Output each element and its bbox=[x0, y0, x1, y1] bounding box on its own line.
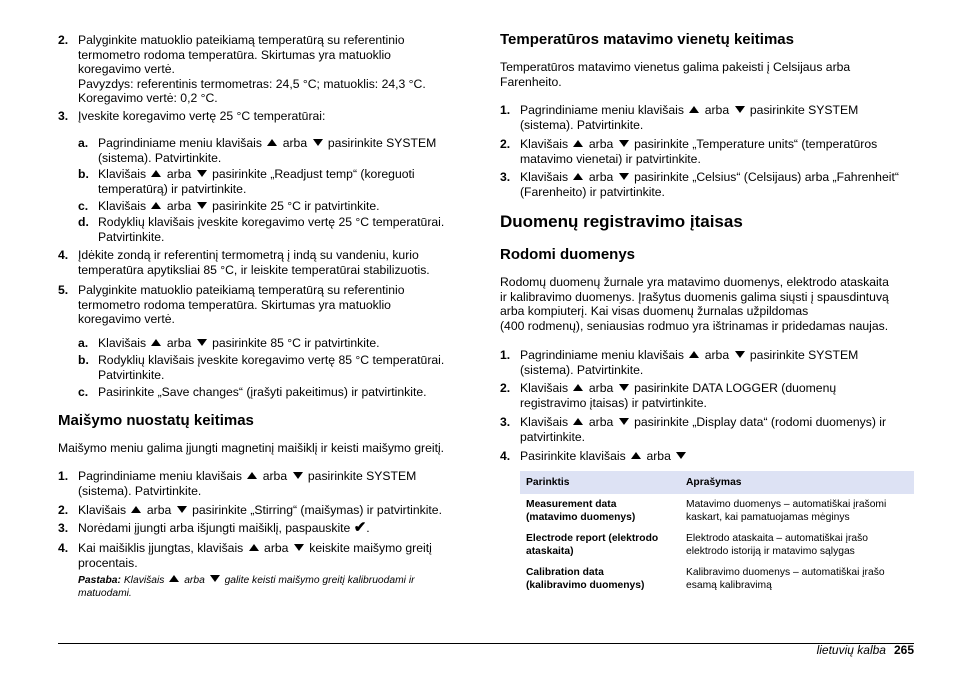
substep-text: Klavišais bbox=[98, 336, 147, 350]
stirring-paragraph: Maišymo meniu galima įjungti magnetinį maišiklį ir keisti maišymo greitį. bbox=[58, 441, 445, 455]
cell-line: ataskaita) bbox=[526, 546, 574, 557]
up-arrow-icon bbox=[573, 140, 583, 147]
note bbox=[78, 574, 470, 600]
step-number: 3. bbox=[58, 521, 69, 535]
step-text: Klavišais bbox=[78, 503, 127, 517]
step-text: matavimo vienetai) ir patvirtinkite. bbox=[520, 151, 701, 166]
up-arrow-icon bbox=[169, 575, 179, 582]
up-arrow-icon bbox=[689, 106, 699, 113]
substep-text: Rodyklių klavišais įveskite koregavimo vertę 85 °C temperatūrai. bbox=[98, 353, 445, 367]
up-arrow-icon bbox=[631, 452, 641, 459]
substep-label: c. bbox=[78, 385, 89, 399]
table-header-description: Aprašymas bbox=[680, 471, 914, 494]
page-number: 265 bbox=[893, 643, 914, 657]
substep-label: b. bbox=[78, 353, 89, 367]
down-arrow-icon bbox=[294, 544, 304, 551]
table-cell-option bbox=[520, 562, 680, 596]
down-arrow-icon bbox=[197, 170, 207, 177]
note-label: Pastaba: bbox=[78, 575, 121, 586]
note-text: arba bbox=[184, 575, 205, 586]
step-number: 2. bbox=[58, 33, 69, 47]
down-arrow-icon bbox=[735, 106, 745, 113]
step-text: Norėdami įjungti arba išjungti maišiklį, paspauskite bbox=[78, 521, 351, 535]
table-row bbox=[520, 528, 914, 562]
down-arrow-icon bbox=[619, 418, 629, 425]
substep-label: c. bbox=[78, 199, 89, 213]
cell-line: elektrodo istoriją ir matavimo sąlygas bbox=[686, 546, 855, 557]
table-row bbox=[520, 494, 914, 528]
substep-text: Pagrindiniame meniu klavišais bbox=[98, 136, 262, 150]
step-number: 1. bbox=[500, 348, 511, 362]
paragraph-line: Temperatūros matavimo vienetus galima pakeisti į Celsijaus arba bbox=[500, 60, 851, 74]
table-row bbox=[520, 562, 914, 596]
substep-text: temperatūrą) ir patvirtinkite. bbox=[98, 181, 247, 196]
paragraph-line: ir kalibravimo duomenys. Įrašytus duomenis galima siųsti į spausdintuvą bbox=[500, 289, 889, 304]
paragraph-line: (400 rodmenų), seniausias rodmuo yra ištrinamas ir pridedamas naujas. bbox=[500, 318, 889, 333]
step-text: patvirtinkite. bbox=[520, 429, 586, 444]
step-text: arba bbox=[588, 170, 614, 184]
substep-label: a. bbox=[78, 136, 89, 150]
checkmark-icon: ✔ bbox=[353, 519, 367, 536]
cell-line: Kalibravimo duomenys – automatiškai įrašo bbox=[686, 567, 885, 578]
cell-line: (kalibravimo duomenys) bbox=[526, 580, 645, 591]
step-text: Pasirinkite klavišais bbox=[520, 449, 626, 463]
step-text: arba bbox=[704, 103, 730, 117]
cell-line: Calibration data bbox=[526, 567, 604, 578]
section-heading-stirring: Maišymo nuostatų keitimas bbox=[58, 412, 254, 429]
up-arrow-icon bbox=[151, 339, 161, 346]
footer-divider bbox=[58, 643, 914, 644]
step-text: registravimo įtaisas) ir patvirtinkite. bbox=[520, 395, 707, 410]
step-text: pasirinkite „Temperature units“ (temperatūros bbox=[634, 137, 878, 151]
table-header-option: Parinktis bbox=[520, 471, 680, 494]
down-arrow-icon bbox=[619, 173, 629, 180]
step-text: arba bbox=[262, 469, 288, 483]
substep-text: Rodyklių klavišais įveskite koregavimo vertę 25 °C temperatūrai. bbox=[98, 215, 445, 229]
cell-line: Electrode report (elektrodo bbox=[526, 533, 659, 544]
step-text: pasirinkite DATA LOGGER (duomenų bbox=[634, 381, 837, 395]
table-cell-option bbox=[520, 494, 680, 528]
up-arrow-icon bbox=[249, 544, 259, 551]
step-text: arba bbox=[588, 137, 614, 151]
paragraph-line: Rodomų duomenų žurnale yra matavimo duomenys, elektrodo ataskaita bbox=[500, 275, 889, 289]
down-arrow-icon bbox=[293, 472, 303, 479]
down-arrow-icon bbox=[197, 339, 207, 346]
down-arrow-icon bbox=[197, 202, 207, 209]
cell-line: kaskart, kai pamatuojamas mėginys bbox=[686, 512, 850, 523]
step-number: 1. bbox=[500, 103, 511, 117]
cell-line: Measurement data bbox=[526, 499, 617, 510]
up-arrow-icon bbox=[573, 418, 583, 425]
step-text: keiskite maišymo greitį bbox=[309, 541, 432, 555]
step-text: termometro rodoma temperatūra. Skirtumas yra matuoklio bbox=[78, 297, 391, 312]
down-arrow-icon bbox=[676, 452, 686, 459]
up-arrow-icon bbox=[131, 506, 141, 513]
paragraph-line: Farenheito. bbox=[500, 74, 562, 89]
table-cell-description bbox=[680, 528, 914, 562]
down-arrow-icon bbox=[735, 351, 745, 358]
table-cell-description bbox=[680, 562, 914, 596]
substep-text: Patvirtinkite. bbox=[98, 367, 165, 382]
substep-label: d. bbox=[78, 215, 89, 229]
down-arrow-icon bbox=[619, 384, 629, 391]
substep-text: arba bbox=[166, 336, 192, 350]
up-arrow-icon bbox=[267, 139, 277, 146]
step-text: pasirinkite SYSTEM bbox=[749, 103, 859, 117]
up-arrow-icon bbox=[573, 384, 583, 391]
page-footer bbox=[817, 643, 914, 657]
step-text: Pagrindiniame meniu klavišais bbox=[78, 469, 242, 483]
step-text: pasirinkite „Display data“ (rodomi duomenys) ir bbox=[634, 415, 887, 429]
step-text: pasirinkite „Celsius“ (Celsijaus) arba „Fahrenheit“ bbox=[634, 170, 899, 184]
step-number: 4. bbox=[500, 449, 511, 463]
step-text: Kai maišiklis įjungtas, klavišais bbox=[78, 541, 244, 555]
display-paragraph bbox=[500, 275, 914, 333]
step-text: procentais. bbox=[78, 555, 138, 570]
substep-text: Patvirtinkite. bbox=[98, 229, 165, 244]
table-cell-description bbox=[680, 494, 914, 528]
down-arrow-icon bbox=[177, 506, 187, 513]
step-text: (Farenheito) ir patvirtinkite. bbox=[520, 184, 665, 199]
step-text: arba bbox=[146, 503, 172, 517]
step-text: Klavišais bbox=[520, 415, 569, 429]
down-arrow-icon bbox=[619, 140, 629, 147]
step-text: pasirinkite SYSTEM bbox=[307, 469, 417, 483]
section-heading-logger: Duomenų registravimo įtaisas bbox=[500, 212, 743, 231]
step-number: 3. bbox=[500, 170, 511, 184]
subsection-heading-display: Rodomi duomenys bbox=[500, 246, 636, 263]
step-number: 4. bbox=[58, 248, 69, 262]
step-text: pasirinkite „Stirring“ (maišymas) ir patvirtinkite. bbox=[192, 503, 442, 517]
up-arrow-icon bbox=[573, 173, 583, 180]
step-number: 2. bbox=[58, 503, 69, 517]
step-text: Įdėkite zondą ir referentinį termometrą į indą su vandeniu, kurio bbox=[78, 248, 419, 262]
step-text: arba bbox=[704, 348, 730, 362]
step-text: koregavimo vertė. bbox=[78, 62, 175, 77]
section-heading-units: Temperatūros matavimo vienetų keitimas bbox=[500, 31, 794, 48]
substep-label: a. bbox=[78, 336, 89, 350]
step-text: termometro rodoma temperatūra. Skirtumas yra matuoklio bbox=[78, 47, 391, 62]
step-text: arba bbox=[264, 541, 289, 555]
step-text: Palyginkite matuoklio pateikiamą temperatūrą su referentinio bbox=[78, 283, 405, 297]
step-text: . bbox=[366, 521, 370, 535]
table-cell-option bbox=[520, 528, 680, 562]
step-text: Palyginkite matuoklio pateikiamą temperatūrą su referentinio bbox=[78, 33, 405, 47]
cell-line: esamą kalibravimą bbox=[686, 580, 772, 591]
step-text: Klavišais bbox=[520, 137, 569, 151]
substep-text: Pasirinkite „Save changes“ (įrašyti pakeitimus) ir patvirtinkite. bbox=[98, 385, 427, 399]
step-number: 3. bbox=[500, 415, 511, 429]
up-arrow-icon bbox=[247, 472, 257, 479]
substep-text: Klavišais bbox=[98, 199, 147, 213]
step-text: (sistema). Patvirtinkite. bbox=[78, 483, 202, 498]
table-header-row bbox=[520, 471, 914, 494]
step-number: 5. bbox=[58, 283, 69, 297]
substep-text: arba bbox=[166, 167, 192, 181]
step-text: Pavyzdys: referentinis termometras: 24,5 °C; matuoklis: 24,3 °C. bbox=[78, 76, 426, 91]
step-text: Klavišais bbox=[520, 170, 569, 184]
cell-line: Matavimo duomenys – automatiškai įrašomi bbox=[686, 499, 887, 510]
step-text: koregavimo vertė. bbox=[78, 312, 175, 327]
footer-language: lietuvių kalba bbox=[816, 643, 886, 657]
step-text: Pagrindiniame meniu klavišais bbox=[520, 103, 684, 117]
down-arrow-icon bbox=[313, 139, 323, 146]
substep-text: arba bbox=[166, 199, 192, 213]
substep-text: pasirinkite 25 °C ir patvirtinkite. bbox=[212, 199, 380, 213]
cell-line: (matavimo duomenys) bbox=[526, 512, 636, 523]
step-number: 3. bbox=[58, 109, 69, 123]
step-text: (sistema). Patvirtinkite. bbox=[520, 362, 644, 377]
substep-text: pasirinkite „Readjust temp“ (koreguoti bbox=[212, 167, 415, 181]
up-arrow-icon bbox=[151, 202, 161, 209]
step-text: pasirinkite SYSTEM bbox=[749, 348, 859, 362]
step-text: arba bbox=[588, 381, 614, 395]
step-text: arba bbox=[588, 415, 614, 429]
step-text: Koregavimo vertė: 0,2 °C. bbox=[78, 91, 218, 106]
cell-line: Elektrodo ataskaita – automatiškai įrašo bbox=[686, 533, 869, 544]
step-text: temperatūra apytiksliai 85 °C, ir leiskite temperatūrai stabilizuotis. bbox=[78, 262, 430, 277]
down-arrow-icon bbox=[210, 575, 220, 582]
step-number: 4. bbox=[58, 541, 69, 555]
paragraph-line: arba kompiuterį. Kai visas duomenų žurnalas užpildomas bbox=[500, 304, 809, 319]
step-text: arba bbox=[646, 449, 671, 463]
step-number: 2. bbox=[500, 381, 511, 395]
step-text: Klavišais bbox=[520, 381, 569, 395]
substep-label: b. bbox=[78, 167, 89, 181]
substep-text: (sistema). Patvirtinkite. bbox=[98, 150, 222, 165]
note-text: Klavišais bbox=[123, 575, 165, 586]
substep-text: pasirinkite 85 °C ir patvirtinkite. bbox=[212, 336, 380, 350]
up-arrow-icon bbox=[151, 170, 161, 177]
step-number: 2. bbox=[500, 137, 511, 151]
substep-text: pasirinkite SYSTEM bbox=[327, 136, 437, 150]
note-text: matuodami. bbox=[78, 588, 132, 599]
step-text: Įveskite koregavimo vertę 25 °C temperatūrai: bbox=[78, 109, 326, 123]
up-arrow-icon bbox=[689, 351, 699, 358]
step-number: 1. bbox=[58, 469, 69, 483]
step-text: Pagrindiniame meniu klavišais bbox=[520, 348, 684, 362]
note-text: galite keisti maišymo greitį kalibruodami ir bbox=[224, 575, 415, 586]
substep-text: Klavišais bbox=[98, 167, 147, 181]
options-table bbox=[520, 471, 914, 596]
substep-text: arba bbox=[282, 136, 308, 150]
step-text: (sistema). Patvirtinkite. bbox=[520, 117, 644, 132]
units-paragraph bbox=[500, 60, 914, 89]
